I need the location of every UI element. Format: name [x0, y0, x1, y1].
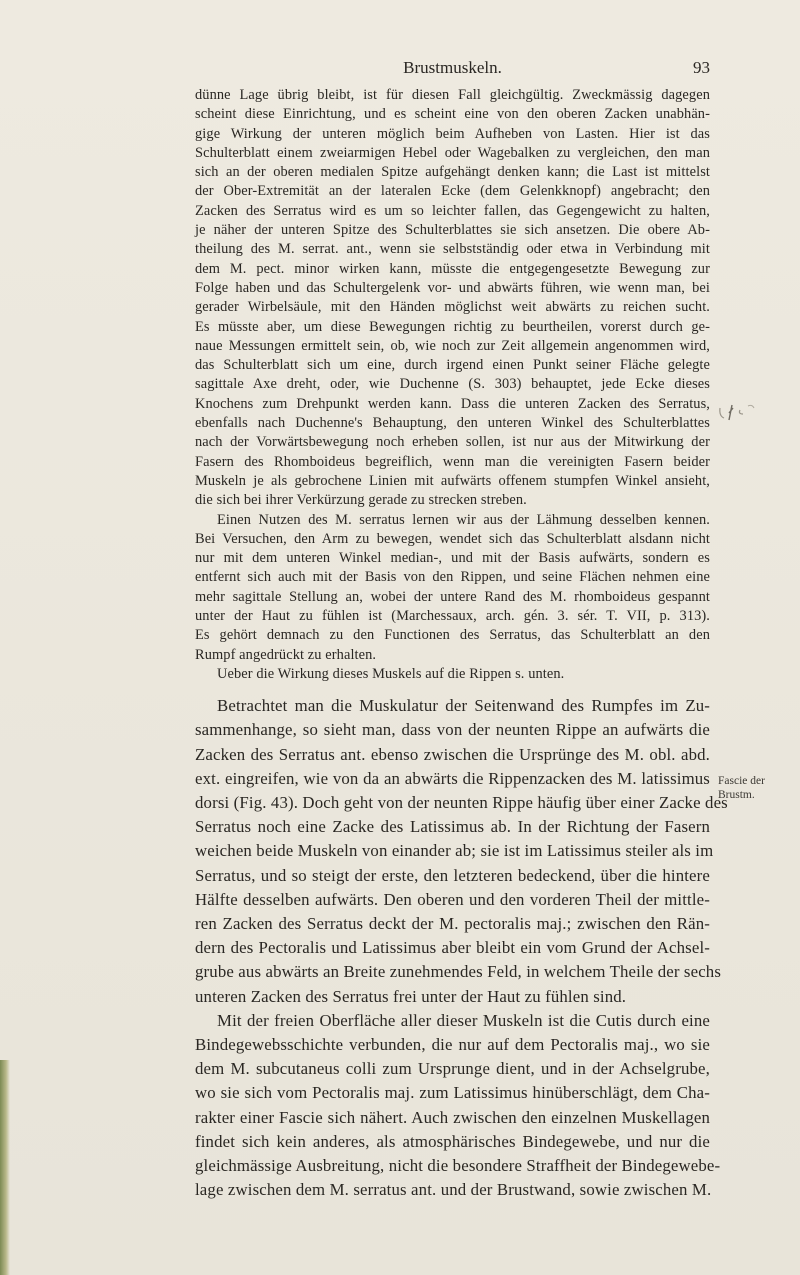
pencil-mark	[716, 402, 776, 430]
text-line: Einen Nutzen des M. serratus lernen wir aus der Lähmung desselben kennen.	[217, 511, 710, 528]
text-line: Muskeln je als gebrochene Linien mit aufwärts offenem stumpfen Winkel ansieht,	[195, 472, 710, 489]
text-line: dem M. subcutaneus colli zum Ursprunge dient, und in der Achselgrube,	[195, 1059, 710, 1079]
text-line: ren Zacken des Serratus deckt der M. pectoralis maj.; zwischen den Rän-	[195, 914, 710, 934]
text-line: nach der Vorwärtsbewegung noch erheben sollen, ist nur aus der Mitwirkung der	[195, 434, 710, 451]
text-line: lage zwischen dem M. serratus ant. und der Brustwand, sowie zwischen M.	[195, 1180, 712, 1200]
margin-note	[718, 774, 798, 802]
text-line: Zacken des Serratus wird es um so leichter fallen, das Gegengewicht zu halten,	[195, 202, 710, 219]
text-line: theilung des M. serrat. ant., wenn sie selbstständig oder etwa in Verbindung mit	[195, 241, 710, 258]
text-line: Fasern des Rhomboideus begreiflich, wenn man die vereinigten Fasern beider	[195, 453, 710, 470]
text-line: entfernt sich auch mit der Basis von den Rippen, und seine Flächen nehmen eine	[195, 569, 710, 586]
text-line: Zacken des Serratus ant. ebenso zwischen die Ursprünge des M. obl. abd.	[195, 744, 710, 764]
page-number: 93	[693, 58, 710, 77]
text-line: nur mit dem unteren Winkel median-, und mit der Basis aufwärts, sondern es	[195, 550, 710, 567]
text-line: Es gehört demnach zu den Functionen des Serratus, das Schulterblatt an den	[195, 627, 710, 644]
text-line: das Schulterblatt sich um eine, durch irgend einen Punkt seiner Fläche gelegte	[195, 357, 710, 374]
text-line: dern des Pectoralis und Latissimus aber bleibt ein vom Grund der Achsel-	[195, 938, 710, 958]
running-title: Brustmuskeln.	[403, 58, 502, 77]
text-line: sich an der oberen medialen Spitze aufgehängt denken kann; die Last ist mittelst	[195, 164, 710, 181]
running-header	[195, 58, 710, 80]
text-line: mehr sagittale Stellung an, wobei der untere Rand des M. rhomboideus gespannt	[195, 588, 710, 605]
text-line: scheint diese Einrichtung, und es scheint eine von den oberen Zacken unabhän-	[195, 106, 710, 123]
text-line: dorsi (Fig. 43). Doch geht von der neunten Rippe häufig über einer Zacke des	[195, 793, 728, 813]
text-line: wo sie sich vom Pectoralis maj. zum Latissimus hinüberschlägt, dem Cha-	[195, 1083, 710, 1103]
text-line: dünne Lage übrig bleibt, ist für diesen Fall gleichgültig. Zweckmässig dagegen	[195, 87, 710, 103]
text-line: Mit der freien Oberfläche aller dieser Muskeln ist die Cutis durch eine	[217, 1010, 710, 1030]
text-line: Folge haben und das Schultergelenk vor- und abwärts führen, wie wenn man, bei	[195, 279, 710, 296]
text-line: der Ober-Extremität an der lateralen Ecke (dem Gelenkknopf) angebracht; den	[195, 183, 710, 200]
text-line: dem M. pect. minor wirken kann, müsste die entgegengesetzte Bewegung zur	[195, 260, 710, 277]
text-line: Schulterblatt einem zweiarmigen Hebel oder Wagebalken zu vergleichen, den man	[195, 144, 710, 161]
text-line: sammenhange, so sieht man, dass von der neunten Rippe an aufwärts die	[195, 720, 710, 740]
text-line: unteren Zacken des Serratus frei unter der Haut zu fühlen sind.	[195, 986, 627, 1006]
text-line: Bindegewebsschichte verbunden, die nur auf dem Pectoralis maj., wo sie	[195, 1035, 710, 1055]
text-line: Rumpf angedrückt zu erhalten.	[195, 646, 377, 663]
paragraph-serratus-paralysis	[195, 511, 710, 665]
text-line: naue Messungen ermittelt sein, ob, wie noch zur Zeit allgemein angenommen wird,	[195, 337, 710, 354]
paragraph-lateral-wall	[195, 694, 728, 1009]
text-line: Betrachtet man die Muskulatur der Seitenwand des Rumpfes im Zu-	[217, 696, 710, 716]
text-line: unter der Haut zu fühlen ist (Marchessaux, arch. gén. 3. sér. T. VII, p. 313).	[195, 608, 710, 625]
page-edge-shadow	[0, 1060, 10, 1275]
text-line: ebenfalls nach Duchenne's Behauptung, den unteren Winkel des Schulterblattes	[195, 415, 710, 432]
paragraph-ribs-note	[195, 665, 710, 684]
text-line: die sich bei ihrer Verkürzung gerade zu strecken streben.	[195, 492, 527, 509]
paragraph-scapula-lever	[195, 86, 710, 511]
text-line: gerader Wirbelsäule, mit den Händen möglichst weit abwärts zu reichen sucht.	[195, 299, 710, 316]
text-line: je näher der unteren Spitze des Schulterblattes sie sich ansetzen. Die obere Ab-	[195, 222, 710, 239]
margin-note-line: Brustm.	[718, 789, 755, 801]
text-line: Serratus, und so steigt der erste, den letzteren bedeckend, über die hintere	[195, 865, 710, 885]
text-line: sagittale Axe dreht, oder, wie Duchenne (S. 303) behauptet, jede Ecke dieses	[195, 376, 710, 393]
text-line: gleichmässige Ausbreitung, nicht die besondere Straffheit der Bindegewebe-	[195, 1156, 721, 1176]
text-line: weichen beide Muskeln von einander ab; sie ist im Latissimus steiler als im	[195, 841, 714, 861]
text-line: Knochens zum Drehpunkt werden kann. Dass die unteren Zacken des Serratus,	[195, 395, 710, 412]
paragraph-fascia	[195, 1009, 721, 1203]
text-line: Es müsste aber, um diese Bewegungen richtig zu beurtheilen, vorerst durch ge-	[195, 318, 710, 335]
text-line: ext. eingreifen, wie von da an abwärts die Rippenzacken des M. latissimus	[195, 768, 710, 788]
text-line: rakter einer Fascie sich nähert. Auch zwischen den einzelnen Muskellagen	[195, 1107, 710, 1127]
text-line: Bei Versuchen, den Arm zu bewegen, wendet sich das Schulterblatt alsdann nicht	[195, 530, 710, 547]
text-line: findet sich kein anderes, als atmosphärisches Bindegewebe, und nur die	[195, 1131, 710, 1151]
margin-note-line: Fascie der	[718, 775, 765, 787]
text-line: gige Wirkung der unteren möglich beim Aufheben von Lasten. Hier ist das	[195, 125, 710, 142]
text-line: grube aus abwärts an Breite zunehmendes Feld, in welchem Theile der sechs	[195, 962, 722, 982]
text-line: Hälfte desselben aufwärts. Den oberen und den vorderen Theil der mittle-	[195, 889, 710, 909]
text-line: Ueber die Wirkung dieses Muskels auf die Rippen s. unten.	[217, 665, 565, 682]
text-line: Serratus noch eine Zacke des Latissimus ab. In der Richtung der Fasern	[195, 817, 710, 837]
body-text	[195, 86, 728, 1202]
